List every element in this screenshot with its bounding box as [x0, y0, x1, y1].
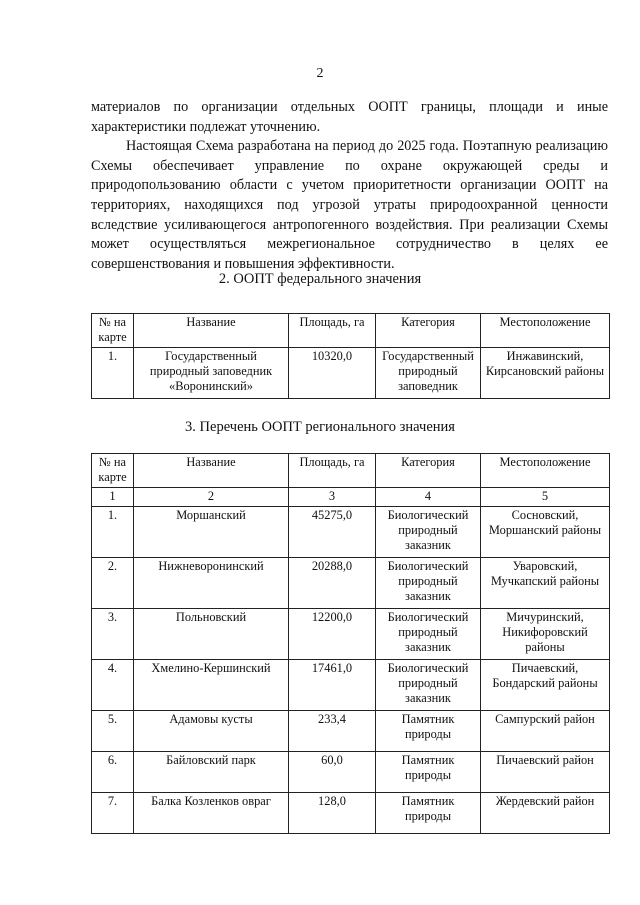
- cell-location: Жердевский район: [481, 793, 610, 834]
- header-area: Площадь, га: [289, 314, 376, 348]
- cell-area: 20288,0: [289, 558, 376, 609]
- header-category: Категория: [376, 314, 481, 348]
- cell-location: Пичаевский район: [481, 752, 610, 793]
- cell-number: 2.: [92, 558, 134, 609]
- intro-text: [91, 98, 608, 274]
- column-number: 4: [376, 488, 481, 507]
- table-row: [92, 711, 610, 752]
- cell-name: Хмелино-Кершинский: [134, 660, 289, 711]
- cell-number: 1.: [92, 348, 134, 399]
- cell-location: Мичуринский, Никифоровский районы: [481, 609, 610, 660]
- cell-number: 7.: [92, 793, 134, 834]
- regional-table: [91, 453, 610, 834]
- cell-area: 17461,0: [289, 660, 376, 711]
- cell-location: Инжавинский, Кирсановский районы: [481, 348, 610, 399]
- column-number: 3: [289, 488, 376, 507]
- table-row: [92, 348, 610, 399]
- cell-category: Биологический природный заказник: [376, 660, 481, 711]
- table-header-row: [92, 454, 610, 488]
- cell-location: Сосновский, Моршанский районы: [481, 507, 610, 558]
- table-row: [92, 752, 610, 793]
- cell-category: Памятник природы: [376, 793, 481, 834]
- table-row: [92, 660, 610, 711]
- cell-location: Уваровский, Мучкапский районы: [481, 558, 610, 609]
- column-number-row: [92, 488, 610, 507]
- cell-name: Моршанский: [134, 507, 289, 558]
- table-row: [92, 558, 610, 609]
- cell-name: Нижневоронинский: [134, 558, 289, 609]
- cell-name: Байловский парк: [134, 752, 289, 793]
- cell-name: Адамовы кусты: [134, 711, 289, 752]
- cell-category: Биологический природный заказник: [376, 609, 481, 660]
- cell-area: 60,0: [289, 752, 376, 793]
- header-number: № на карте: [92, 454, 134, 488]
- cell-number: 4.: [92, 660, 134, 711]
- table-header-row: [92, 314, 610, 348]
- table-row: [92, 793, 610, 834]
- cell-category: Биологический природный заказник: [376, 507, 481, 558]
- cell-category: Биологический природный заказник: [376, 558, 481, 609]
- cell-number: 5.: [92, 711, 134, 752]
- cell-number: 1.: [92, 507, 134, 558]
- header-location: Местоположение: [481, 314, 610, 348]
- cell-name: Польновский: [134, 609, 289, 660]
- header-name: Название: [134, 454, 289, 488]
- cell-name: Балка Козленков овраг: [134, 793, 289, 834]
- table-row: [92, 609, 610, 660]
- cell-location: Пичаевский, Бондарский районы: [481, 660, 610, 711]
- cell-name: Государственный природный заповедник «Воронинский»: [134, 348, 289, 399]
- intro-paragraph-2: Настоящая Схема разработана на период до 2025 года. Поэтапную реализацию Схемы обеспечивает управление по охране окружающей среды и природопользованию области с учетом приоритетности организации ООПТ на территориях, находящихся под угрозой утраты природоохранной ценности вследствие усиливающегося антропогенного воздействия. При реализации Схемы может осуществляться межрегиональное сотрудничество в целях ее совершенствования и повышения эффективности.: [91, 138, 608, 272]
- cell-area: 10320,0: [289, 348, 376, 399]
- cell-number: 3.: [92, 609, 134, 660]
- section-3-title: 3. Перечень ООПТ регионального значения: [185, 419, 455, 435]
- header-category: Категория: [376, 454, 481, 488]
- column-number: 1: [92, 488, 134, 507]
- intro-paragraph-1: материалов по организации отдельных ООПТ границы, площади и иные характеристики подлежат уточнению.: [91, 99, 608, 135]
- header-area: Площадь, га: [289, 454, 376, 488]
- cell-area: 12200,0: [289, 609, 376, 660]
- column-number: 2: [134, 488, 289, 507]
- cell-location: Сампурский район: [481, 711, 610, 752]
- section-2-title: 2. ООПТ федерального значения: [218, 271, 422, 287]
- cell-area: 233,4: [289, 711, 376, 752]
- cell-category: Государственный природный заповедник: [376, 348, 481, 399]
- cell-area: 45275,0: [289, 507, 376, 558]
- header-number: № на карте: [92, 314, 134, 348]
- table-row: [92, 507, 610, 558]
- cell-number: 6.: [92, 752, 134, 793]
- cell-category: Памятник природы: [376, 711, 481, 752]
- cell-category: Памятник природы: [376, 752, 481, 793]
- header-location: Местоположение: [481, 454, 610, 488]
- header-name: Название: [134, 314, 289, 348]
- page-number: 2: [316, 66, 324, 81]
- column-number: 5: [481, 488, 610, 507]
- federal-table: [91, 313, 610, 399]
- cell-area: 128,0: [289, 793, 376, 834]
